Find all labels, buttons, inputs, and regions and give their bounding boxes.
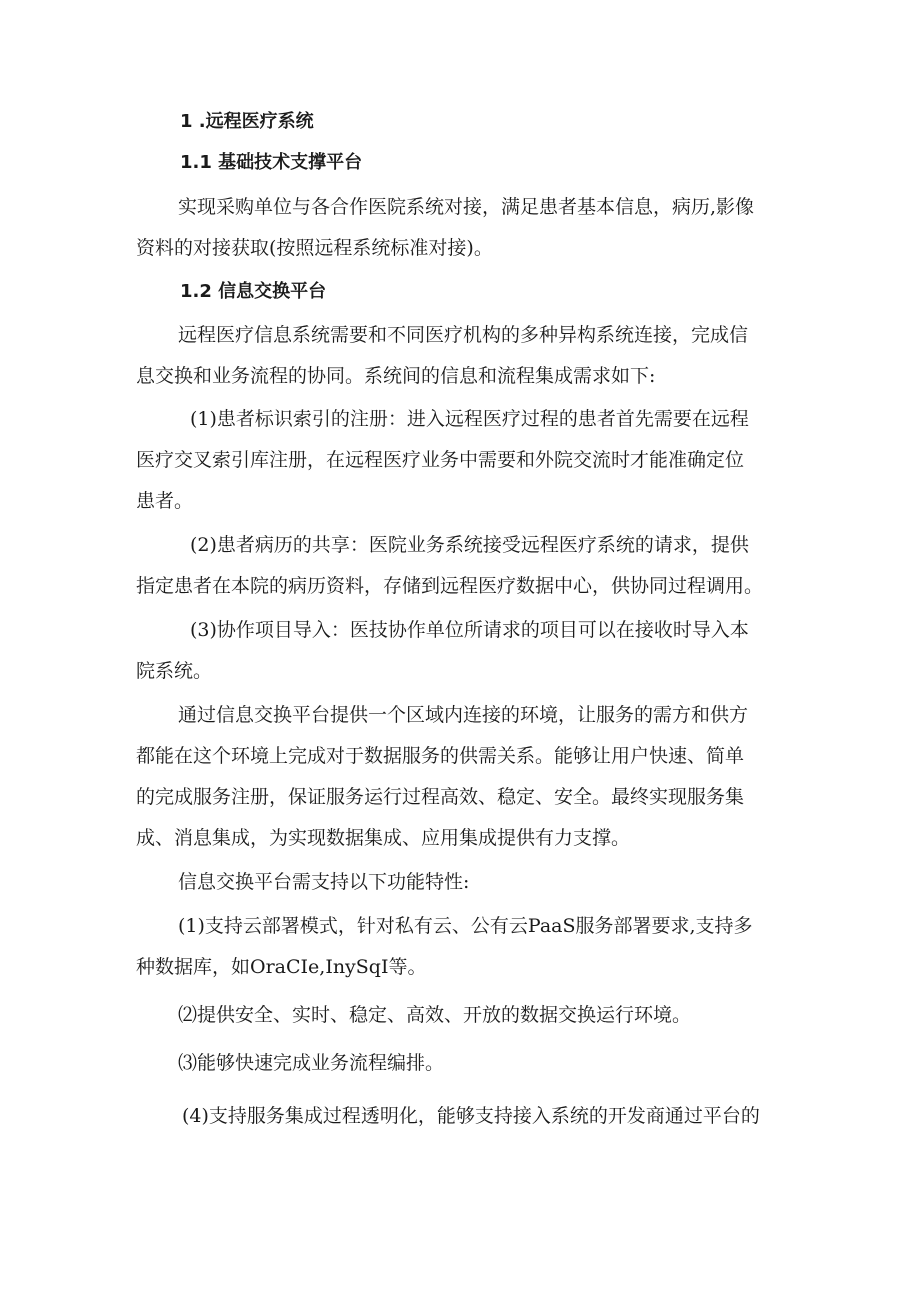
list-item-line: (4)支持服务集成过程透明化，能够支持接入系统的开发商通过平台的	[182, 1105, 760, 1127]
paragraph-line: 远程医疗信息系统需要和不同医疗机构的多种异构系统连接，完成信	[178, 324, 749, 346]
list-item-line: 患者。	[136, 490, 194, 512]
list-item-line: 指定患者在本院的病历资料，存储到远程医疗数据中心，供协同过程调用。	[136, 575, 764, 597]
paragraph-line: 资料的对接获取(按照远程系统标准对接)。	[136, 237, 493, 259]
paragraph-line: 都能在这个环境上完成对于数据服务的供需关系。能够让用户快速、简单	[136, 745, 745, 767]
list-item-line: 种数据库，如OraCIe,InySqI等。	[136, 956, 427, 978]
list-item-line: ⑶能够快速完成业务流程编排。	[178, 1052, 445, 1074]
paragraph-line: 成、消息集成，为实现数据集成、应用集成提供有力支撑。	[136, 827, 631, 849]
paragraph-line: 息交换和业务流程的协同。系统间的信息和流程集成需求如下:	[136, 365, 656, 387]
list-item-line: 院系统。	[136, 660, 213, 682]
paragraph-line: 通过信息交换平台提供一个区域内连接的环境，让服务的需方和供方	[178, 704, 749, 726]
list-item-line: (2)患者病历的共享：医院业务系统接受远程医疗系统的请求，提供	[190, 534, 749, 556]
list-item-line: 医疗交叉索引库注册，在远程医疗业务中需要和外院交流时才能准确定位	[136, 449, 745, 471]
section-1-1-title: 1.1 基础技术支撑平台	[180, 152, 363, 173]
section-1-title: 1 .远程医疗系统	[180, 111, 314, 132]
section-1-2-title: 1.2 信息交换平台	[180, 281, 327, 302]
list-item-line: (3)协作项目导入：医技协作单位所请求的项目可以在接收时导入本	[190, 619, 749, 641]
list-item-line: ⑵提供安全、实时、稳定、高效、开放的数据交换运行环境。	[178, 1004, 692, 1026]
list-item-line: (1)支持云部署模式，针对私有云、公有云PaaS服务部署要求,支持多	[178, 915, 753, 937]
paragraph-line: 的完成服务注册，保证服务运行过程高效、稳定、安全。最终实现服务集	[136, 786, 745, 808]
paragraph-line: 实现采购单位与各合作医院系统对接，满足患者基本信息，病历,影像	[178, 196, 755, 218]
list-item-line: (1)患者标识索引的注册：进入远程医疗过程的患者首先需要在远程	[190, 408, 749, 430]
paragraph-line: 信息交换平台需支持以下功能特性:	[178, 871, 470, 893]
